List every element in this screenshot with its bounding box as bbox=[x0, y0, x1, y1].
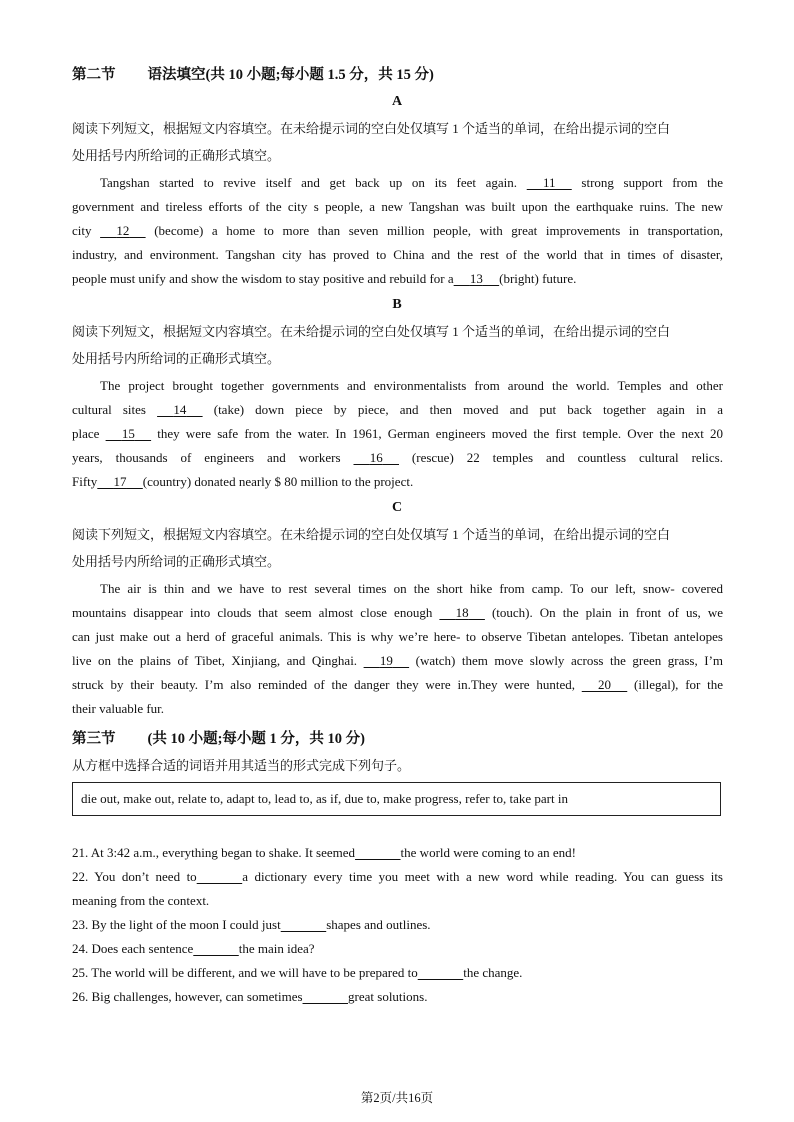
section3-heading bbox=[72, 727, 365, 748]
section2-title: 语法填空(共 10 小题;每小题 1.5 分，共 15 分) bbox=[147, 67, 434, 83]
part-c-line-5 bbox=[72, 677, 723, 693]
text: 25. The world will be different, and we will have to be prepared to bbox=[72, 965, 418, 980]
part-b-instruction-2: 处用括号内所给词的正确形式填空。 bbox=[72, 351, 281, 366]
part-a-letter: A bbox=[391, 94, 403, 109]
part-b-line-5 bbox=[72, 474, 723, 490]
blank-22[interactable] bbox=[197, 869, 243, 885]
text: the change. bbox=[463, 965, 523, 980]
part-c-line-2 bbox=[72, 605, 723, 621]
blank-17[interactable] bbox=[97, 474, 143, 490]
blank-number: 11 bbox=[542, 175, 556, 190]
part-c-line-4 bbox=[72, 653, 723, 669]
part-c-instruction-1: 阅读下列短文，根据短文内容填空。在未给提示词的空白处仅填写 1 个适当的单词，在给出提示词的空白 bbox=[72, 527, 671, 542]
question-22 bbox=[72, 869, 723, 885]
part-b-line-3 bbox=[72, 426, 723, 442]
text: 21. At 3:42 a.m., everything began to shake. It seemed bbox=[72, 845, 356, 860]
blank-number: 19 bbox=[379, 653, 393, 668]
blank-number: 16 bbox=[369, 450, 383, 465]
blank-16[interactable] bbox=[354, 450, 400, 466]
part-a-line-5 bbox=[72, 271, 723, 287]
text: mountains disappear into clouds that seem almost close enough bbox=[72, 605, 433, 620]
section2-heading bbox=[72, 63, 434, 84]
text: (illegal), for the bbox=[634, 677, 724, 692]
blank-11[interactable] bbox=[527, 175, 572, 191]
blank-23[interactable] bbox=[281, 917, 327, 933]
blank-number: 15 bbox=[121, 426, 135, 441]
text: they were safe from the water. In 1961, German engineers moved the first temple. Over the next 20 bbox=[157, 426, 724, 441]
part-b-letter: B bbox=[392, 297, 402, 312]
text: (become) a home to more than seven million people, with great improvements in transportation, bbox=[154, 223, 724, 238]
text: 22. You don’t need to bbox=[72, 869, 197, 884]
text: 23. By the light of the moon I could just bbox=[72, 917, 281, 932]
text: the world were coming to an end! bbox=[400, 845, 576, 860]
part-a-line-2: government and tireless efforts of the city s people, a new Tangshan was built upon the earthquake ruins. The new bbox=[72, 199, 723, 214]
word-bank-text: die out, make out, relate to, adapt to, lead to, as if, due to, make progress, refer to, take part in bbox=[81, 791, 568, 806]
section2-label: 第二节 bbox=[72, 67, 116, 83]
blank-21[interactable] bbox=[355, 845, 401, 861]
part-b-instruction-1: 阅读下列短文，根据短文内容填空。在未给提示词的空白处仅填写 1 个适当的单词，在给出提示词的空白 bbox=[72, 324, 671, 339]
part-b-line-2 bbox=[72, 402, 723, 418]
text: a dictionary every time you meet with a new word while reading. You can guess its bbox=[242, 869, 723, 884]
text: live on the plains of Tibet, Xinjiang, and Qinghai. bbox=[72, 653, 358, 668]
text: (touch). On the plain in front of us, we bbox=[491, 605, 724, 620]
text: cultural sites bbox=[72, 402, 146, 417]
text: (bright) future. bbox=[499, 271, 577, 286]
text: great solutions. bbox=[348, 989, 428, 1004]
text: strong support from the bbox=[581, 175, 724, 190]
text: years, thousands of engineers and workers bbox=[72, 450, 341, 465]
blank-12[interactable] bbox=[100, 223, 146, 239]
blank-19[interactable] bbox=[364, 653, 410, 669]
part-c-line-1: The air is thin and we have to rest several times on the short hike from camp. To our left, snow- covered bbox=[100, 581, 723, 596]
text: people must unify and show the wisdom to stay positive and rebuild for a bbox=[72, 271, 454, 286]
text: (country) donated nearly $ 80 million to the project. bbox=[142, 474, 414, 489]
part-c-line-6: their valuable fur. bbox=[72, 701, 165, 716]
blank-number: 17 bbox=[113, 474, 127, 489]
question-25 bbox=[72, 965, 723, 981]
part-b-line-1: The project brought together governments and environmentalists from around the world. Temples and other bbox=[100, 378, 723, 393]
blank-number: 18 bbox=[455, 605, 469, 620]
text: (watch) them move slowly across the green grass, I’m bbox=[415, 653, 724, 668]
question-26 bbox=[72, 989, 723, 1005]
question-22-cont: meaning from the context. bbox=[72, 893, 210, 908]
part-a-line-3 bbox=[72, 223, 723, 239]
page-number: 第2页/共16页 bbox=[360, 1091, 434, 1105]
part-c-line-3: can just make out a herd of graceful animals. This is why we’re here- to observe Tibetan antelopes. Tibetan antelopes bbox=[72, 629, 723, 644]
blank-14[interactable] bbox=[157, 402, 203, 418]
word-bank-box bbox=[72, 782, 721, 816]
blank-number: 12 bbox=[116, 223, 130, 238]
text: (rescue) 22 temples and countless cultural relics. bbox=[411, 450, 723, 465]
part-c-instruction-2: 处用括号内所给词的正确形式填空。 bbox=[72, 554, 281, 569]
blank-number: 20 bbox=[598, 677, 611, 692]
part-c-letter: C bbox=[391, 500, 403, 515]
blank-25[interactable] bbox=[418, 965, 464, 981]
blank-26[interactable] bbox=[303, 989, 349, 1005]
question-21 bbox=[72, 845, 723, 861]
section3-instruction: 从方框中选择合适的词语并用其适当的形式完成下列句子。 bbox=[72, 758, 411, 773]
blank-18[interactable] bbox=[439, 605, 485, 621]
blank-20[interactable] bbox=[582, 677, 628, 693]
blank-13[interactable] bbox=[454, 271, 500, 287]
text: city bbox=[72, 223, 92, 238]
blank-number: 13 bbox=[469, 271, 483, 286]
part-a-line-4: industry, and environment. Tangshan city has proved to China and the rest of the world that in times of disaster, bbox=[72, 247, 723, 262]
text: struck by their beauty. I’m also reminded of the danger they were in.They were hunted, bbox=[72, 677, 575, 692]
text: the main idea? bbox=[238, 941, 315, 956]
blank-number: 14 bbox=[173, 402, 187, 417]
blank-15[interactable] bbox=[106, 426, 152, 442]
section3-title: (共 10 小题;每小题 1 分，共 10 分) bbox=[147, 731, 365, 747]
text: place bbox=[72, 426, 100, 441]
part-a-instruction-1: 阅读下列短文，根据短文内容填空。在未给提示词的空白处仅填写 1 个适当的单词，在给出提示词的空白 bbox=[72, 121, 671, 136]
part-a-line-1 bbox=[100, 175, 723, 191]
question-24 bbox=[72, 941, 723, 957]
section3-label: 第三节 bbox=[72, 731, 116, 747]
text: Fifty bbox=[72, 474, 98, 489]
text: shapes and outlines. bbox=[326, 917, 431, 932]
blank-24[interactable] bbox=[193, 941, 239, 957]
part-a-instruction-2: 处用括号内所给词的正确形式填空。 bbox=[72, 148, 281, 163]
part-b-line-4 bbox=[72, 450, 723, 466]
question-23 bbox=[72, 917, 723, 933]
text: Tangshan started to revive itself and get back up on its feet again. bbox=[100, 175, 518, 190]
text: (take) down piece by piece, and then moved and put back together again in a bbox=[213, 402, 723, 417]
text: 24. Does each sentence bbox=[72, 941, 194, 956]
text: 26. Big challenges, however, can sometimes bbox=[72, 989, 303, 1004]
